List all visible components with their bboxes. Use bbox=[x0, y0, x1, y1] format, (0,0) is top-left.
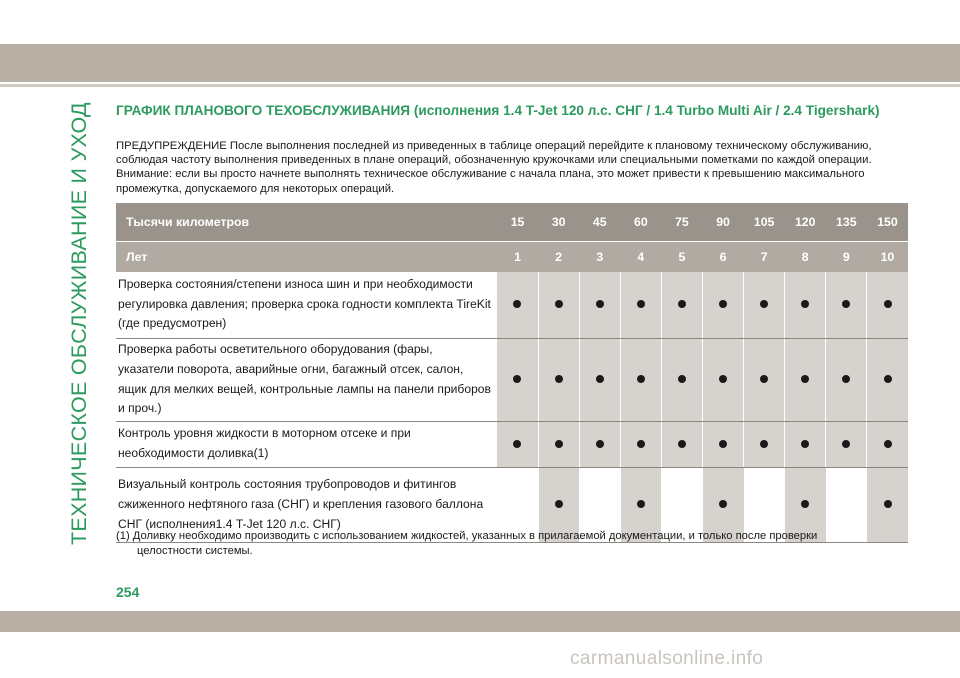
required-operation-dot-icon bbox=[801, 440, 809, 448]
schedule-cell bbox=[826, 339, 867, 422]
years-header-cell: 5 bbox=[661, 242, 702, 273]
required-operation-dot-icon bbox=[637, 375, 645, 383]
table-row bbox=[116, 339, 908, 422]
schedule-cell bbox=[497, 272, 538, 339]
years-header-cell: 8 bbox=[785, 242, 826, 273]
maintenance-schedule-table bbox=[116, 203, 908, 543]
required-operation-dot-icon bbox=[801, 500, 809, 508]
schedule-cell bbox=[579, 272, 620, 339]
required-operation-dot-icon bbox=[678, 440, 686, 448]
required-operation-dot-icon bbox=[637, 440, 645, 448]
schedule-cell bbox=[785, 339, 826, 422]
required-operation-dot-icon bbox=[760, 440, 768, 448]
km-header-cell: 60 bbox=[620, 203, 661, 242]
required-operation-dot-icon bbox=[719, 440, 727, 448]
schedule-cell bbox=[702, 422, 743, 468]
page-heading: ГРАФИК ПЛАНОВОГО ТЕХОБСЛУЖИВАНИЯ (исполнения 1.4 T-Jet 120 л.с. СНГ / 1.4 Turbo Multi Air / 2.4 Tigershark) bbox=[116, 103, 880, 118]
schedule-cell bbox=[538, 272, 579, 339]
required-operation-dot-icon bbox=[719, 375, 727, 383]
schedule-cell bbox=[661, 422, 702, 468]
required-operation-dot-icon bbox=[555, 375, 563, 383]
years-header-cell: 1 bbox=[497, 242, 538, 273]
km-header-cell: 90 bbox=[702, 203, 743, 242]
years-header-cell: 2 bbox=[538, 242, 579, 273]
required-operation-dot-icon bbox=[555, 300, 563, 308]
required-operation-dot-icon bbox=[513, 440, 521, 448]
schedule-cell bbox=[497, 339, 538, 422]
table-row bbox=[116, 422, 908, 468]
km-header-cell: 75 bbox=[661, 203, 702, 242]
footnote bbox=[116, 529, 906, 559]
required-operation-dot-icon bbox=[555, 440, 563, 448]
schedule-cell bbox=[785, 272, 826, 339]
required-operation-dot-icon bbox=[596, 440, 604, 448]
km-header-cell: 135 bbox=[826, 203, 867, 242]
footnote-line: целостности системы. bbox=[137, 545, 253, 557]
years-header-cell: 7 bbox=[744, 242, 785, 273]
schedule-cell bbox=[744, 422, 785, 468]
schedule-cell bbox=[702, 339, 743, 422]
schedule-cell bbox=[826, 422, 867, 468]
schedule-cell bbox=[661, 339, 702, 422]
footnote-line: (1) Доливку необходимо производить с использованием жидкостей, указанных в прилагаемой документации, и только после проверки bbox=[116, 530, 818, 542]
schedule-cell bbox=[702, 272, 743, 339]
schedule-cell bbox=[579, 422, 620, 468]
schedule-cell bbox=[620, 422, 661, 468]
operation-description: Проверка состояния/степени износа шин и при необходимости регулировка давления; проверка срока годности комплекта TireKit (где предусмотрен) bbox=[116, 272, 497, 339]
schedule-cell bbox=[620, 339, 661, 422]
required-operation-dot-icon bbox=[884, 375, 892, 383]
bottom-footer-band bbox=[0, 611, 960, 632]
years-header-cell: 3 bbox=[579, 242, 620, 273]
required-operation-dot-icon bbox=[884, 440, 892, 448]
watermark-text: carmanualsonline.info bbox=[570, 648, 764, 669]
km-header-label: Тысячи километров bbox=[116, 203, 497, 242]
schedule-cell bbox=[744, 272, 785, 339]
required-operation-dot-icon bbox=[719, 500, 727, 508]
schedule-cell bbox=[620, 272, 661, 339]
km-header-cell: 105 bbox=[744, 203, 785, 242]
km-header-cell: 120 bbox=[785, 203, 826, 242]
schedule-cell bbox=[579, 339, 620, 422]
top-header-rule bbox=[0, 84, 960, 87]
required-operation-dot-icon bbox=[596, 375, 604, 383]
required-operation-dot-icon bbox=[801, 375, 809, 383]
required-operation-dot-icon bbox=[760, 375, 768, 383]
schedule-cell bbox=[826, 272, 867, 339]
schedule-body bbox=[116, 272, 908, 543]
required-operation-dot-icon bbox=[842, 300, 850, 308]
km-header-cell: 15 bbox=[497, 203, 538, 242]
schedule-cell bbox=[785, 422, 826, 468]
required-operation-dot-icon bbox=[842, 375, 850, 383]
schedule-cell bbox=[497, 422, 538, 468]
warning-paragraph: ПРЕДУПРЕЖДЕНИЕ После выполнения последней из приведенных в таблице операций перейдите к плановому техническому обслуживанию, соблюдая частоту выполнения приведенных в плане операций, обозначенную кружочками или специальными пометками по каждой операции. Внимание: если вы просто начнете выполнять техническое обслуживание с начала плана, это может привести к превышению максимального промежутка, допускаемого для некоторых операций. bbox=[116, 140, 872, 195]
required-operation-dot-icon bbox=[637, 500, 645, 508]
km-header-cell: 150 bbox=[867, 203, 908, 242]
required-operation-dot-icon bbox=[760, 300, 768, 308]
years-header-cell: 6 bbox=[702, 242, 743, 273]
required-operation-dot-icon bbox=[719, 300, 727, 308]
required-operation-dot-icon bbox=[678, 300, 686, 308]
required-operation-dot-icon bbox=[513, 375, 521, 383]
km-header-cell: 45 bbox=[579, 203, 620, 242]
km-header-row bbox=[116, 203, 908, 242]
table-row bbox=[116, 272, 908, 339]
years-header-cell: 10 bbox=[867, 242, 908, 273]
required-operation-dot-icon bbox=[555, 500, 563, 508]
required-operation-dot-icon bbox=[842, 440, 850, 448]
required-operation-dot-icon bbox=[637, 300, 645, 308]
required-operation-dot-icon bbox=[884, 300, 892, 308]
operation-description: Контроль уровня жидкости в моторном отсеке и при необходимости доливка(1) bbox=[116, 422, 497, 468]
operation-description: Проверка работы осветительного оборудования (фары, указатели поворота, аварийные огни, багажный отсек, салон, ящик для мелких вещей, контрольные лампы на панели приборов и проч.) bbox=[116, 339, 497, 422]
years-header-row bbox=[116, 242, 908, 273]
section-side-title: ТЕХНИЧЕСКОЕ ОБСЛУЖИВАНИЕ И УХОД bbox=[67, 102, 91, 545]
schedule-cell bbox=[661, 272, 702, 339]
schedule-cell bbox=[867, 272, 908, 339]
operation-description: Визуальный контроль состояния трубопроводов и фитингов сжиженного нефтяного газа (СНГ) и крепления газового баллона СНГ (исполнения1.4 T-Jet 120 л.с. СНГ) bbox=[116, 468, 497, 543]
years-header-label: Лет bbox=[116, 242, 497, 273]
top-header-band bbox=[0, 44, 960, 82]
schedule-cell bbox=[744, 339, 785, 422]
required-operation-dot-icon bbox=[884, 500, 892, 508]
schedule-cell bbox=[867, 422, 908, 468]
schedule-cell bbox=[538, 339, 579, 422]
page-number: 254 bbox=[116, 584, 140, 600]
years-header-cell: 9 bbox=[826, 242, 867, 273]
km-header-cell: 30 bbox=[538, 203, 579, 242]
required-operation-dot-icon bbox=[596, 300, 604, 308]
required-operation-dot-icon bbox=[513, 300, 521, 308]
years-header-cell: 4 bbox=[620, 242, 661, 273]
required-operation-dot-icon bbox=[801, 300, 809, 308]
schedule-cell bbox=[538, 422, 579, 468]
schedule-cell bbox=[867, 339, 908, 422]
required-operation-dot-icon bbox=[678, 375, 686, 383]
